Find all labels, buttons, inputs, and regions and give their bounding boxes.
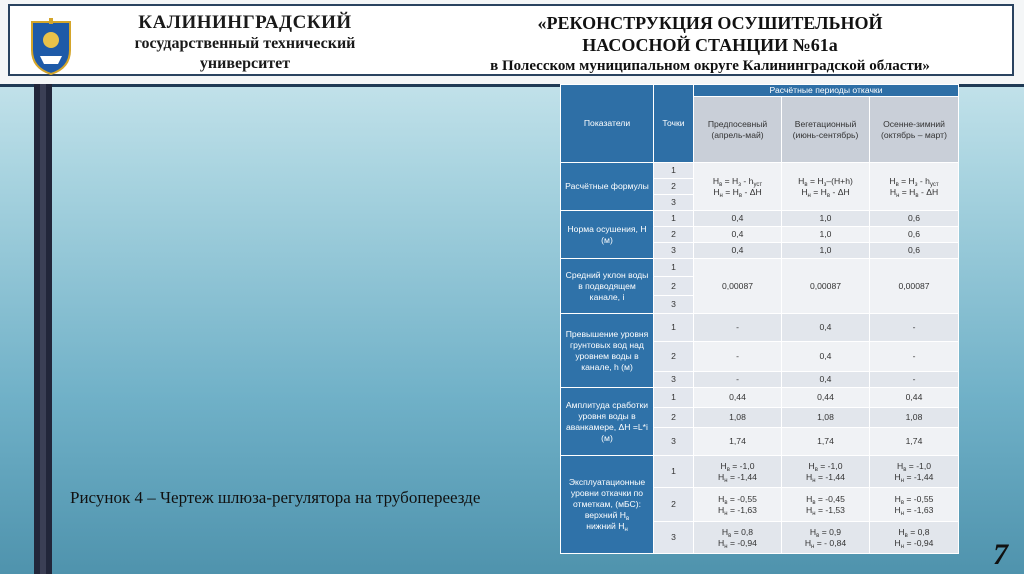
point-cell: 3 <box>654 428 694 456</box>
point-cell: 3 <box>654 243 694 259</box>
point-cell: 3 <box>654 372 694 388</box>
formula-cell-vegetation: $H_в = H_з-(H+h)$ $H_н = H_в - \Delta H$ <box>782 163 870 211</box>
value-cell: - <box>870 342 959 372</box>
value-cell: 1,74 <box>870 428 959 456</box>
value-cell: 1,0 <box>782 211 870 227</box>
title-line-1: «РЕКОНСТРУКЦИЯ ОСУШИТЕЛЬНОЙ <box>537 13 883 33</box>
point-cell: 1 <box>654 388 694 408</box>
value-cell: 0,4 <box>782 372 870 388</box>
decorative-left-bar-inner <box>40 84 46 574</box>
header-points: Точки <box>654 85 694 163</box>
point-cell: 1 <box>654 456 694 488</box>
point-cell: 1 <box>654 259 694 277</box>
value-cell: 0,6 <box>870 227 959 243</box>
value-cell: 0,6 <box>870 243 959 259</box>
value-cell: 0,4 <box>694 211 782 227</box>
row-label-operational-levels: Эксплуатационные уровни откачки по отметкам, (мБС): верхний $Н_в$ нижний $Н_н$ <box>561 456 654 554</box>
value-cell: 0,44 <box>782 388 870 408</box>
point-cell: 1 <box>654 211 694 227</box>
value-cell: 0,00087 <box>870 259 959 314</box>
level-cell: $H_в = 0,8$ $H_н = -0,94$ <box>694 522 782 554</box>
row-label-drainage-norm: Норма осушения, Н (м) <box>561 211 654 259</box>
period-presowing: Предпосевный (апрель-май) <box>694 97 782 163</box>
value-cell: - <box>694 342 782 372</box>
point-cell: 3 <box>654 522 694 554</box>
point-cell: 2 <box>654 488 694 522</box>
value-cell: 0,6 <box>870 211 959 227</box>
value-cell: - <box>694 314 782 342</box>
value-cell: 1,74 <box>694 428 782 456</box>
formula-cell-presowing: $H_в = H_з - h_{уст}$ $H_н = H_в - \Delta H$ <box>694 163 782 211</box>
value-cell: 1,0 <box>782 243 870 259</box>
period-autumn-winter: Осенне-зимний (октябрь – март) <box>870 97 959 163</box>
value-cell: - <box>694 372 782 388</box>
value-cell: - <box>870 314 959 342</box>
header-indicators: Показатели <box>561 85 654 163</box>
point-cell: 2 <box>654 179 694 195</box>
value-cell: 0,44 <box>870 388 959 408</box>
value-cell: 0,00087 <box>782 259 870 314</box>
value-cell: 0,00087 <box>694 259 782 314</box>
level-cell: $H_в = -1,0$ $H_н = -1,44$ <box>870 456 959 488</box>
value-cell: 0,4 <box>782 314 870 342</box>
value-cell: 0,4 <box>694 243 782 259</box>
value-cell: 1,08 <box>870 408 959 428</box>
point-cell: 1 <box>654 314 694 342</box>
page-number: 7 <box>993 538 1008 571</box>
slide-title <box>410 12 1010 77</box>
value-cell: 1,74 <box>782 428 870 456</box>
level-cell: $H_в = 0,9$ $H_н$ = - 0,84 <box>782 522 870 554</box>
level-cell: $H_в = -0,55$ $H_н = -1,63$ <box>694 488 782 522</box>
level-cell: $H_в = -1,0$ $H_н = -1,44$ <box>694 456 782 488</box>
point-cell: 3 <box>654 195 694 211</box>
level-cell: $H_в = -1,0$ $H_н = -1,44$ <box>782 456 870 488</box>
value-cell: 1,08 <box>694 408 782 428</box>
point-cell: 3 <box>654 296 694 314</box>
value-cell: 0,4 <box>782 342 870 372</box>
row-label-formulas: Расчётные формулы <box>561 163 654 211</box>
header-band <box>0 0 1024 87</box>
point-cell: 2 <box>654 342 694 372</box>
formula-cell-autumn-winter: $H_в = H_з - h_{уст}$ $H_н = H_в - \Delta H$ <box>870 163 959 211</box>
figure-caption: Рисунок 4 – Чертеж шлюза-регулятора на трубопереезде <box>70 488 481 507</box>
row-label-excess: Превышение уровня грунтовых вод над уровнем воды в канале, h (м) <box>561 314 654 388</box>
parameters-table <box>560 84 959 554</box>
title-line-3: в Полесском муниципальном округе Калининградской области» <box>490 58 930 74</box>
value-cell: 1,08 <box>782 408 870 428</box>
university-name <box>80 12 410 74</box>
level-cell: $H_в = 0,8$ $H_н = -0,94$ <box>870 522 959 554</box>
university-line-1: КАЛИНИНГРАДСКИЙ <box>138 12 352 33</box>
level-cell: $H_в = -0,45$ $H_н = -1,53$ <box>782 488 870 522</box>
row-label-slope: Средний уклон воды в подводящем канале, i <box>561 259 654 314</box>
period-vegetation: Вегетационный (июнь-сентябрь) <box>782 97 870 163</box>
value-cell: - <box>870 372 959 388</box>
title-line-2: НАСОСНОЙ СТАНЦИИ №61а <box>582 35 838 55</box>
university-line-3: университет <box>199 55 291 72</box>
header-box <box>8 4 1014 76</box>
university-line-2: государственный технический <box>134 35 356 52</box>
value-cell: 1,0 <box>782 227 870 243</box>
point-cell: 2 <box>654 277 694 296</box>
level-cell: $H_в = -0,55$ $H_н = -1,63$ <box>870 488 959 522</box>
row-label-amplitude: Амплитуда сработки уровня воды в аванкамере, ΔH =L*i (м) <box>561 388 654 456</box>
value-cell: 0,44 <box>694 388 782 408</box>
value-cell: 0,4 <box>694 227 782 243</box>
university-emblem-icon <box>30 16 72 76</box>
header-periods: Расчётные периоды откачки <box>694 85 959 97</box>
point-cell: 1 <box>654 163 694 179</box>
point-cell: 2 <box>654 227 694 243</box>
point-cell: 2 <box>654 408 694 428</box>
